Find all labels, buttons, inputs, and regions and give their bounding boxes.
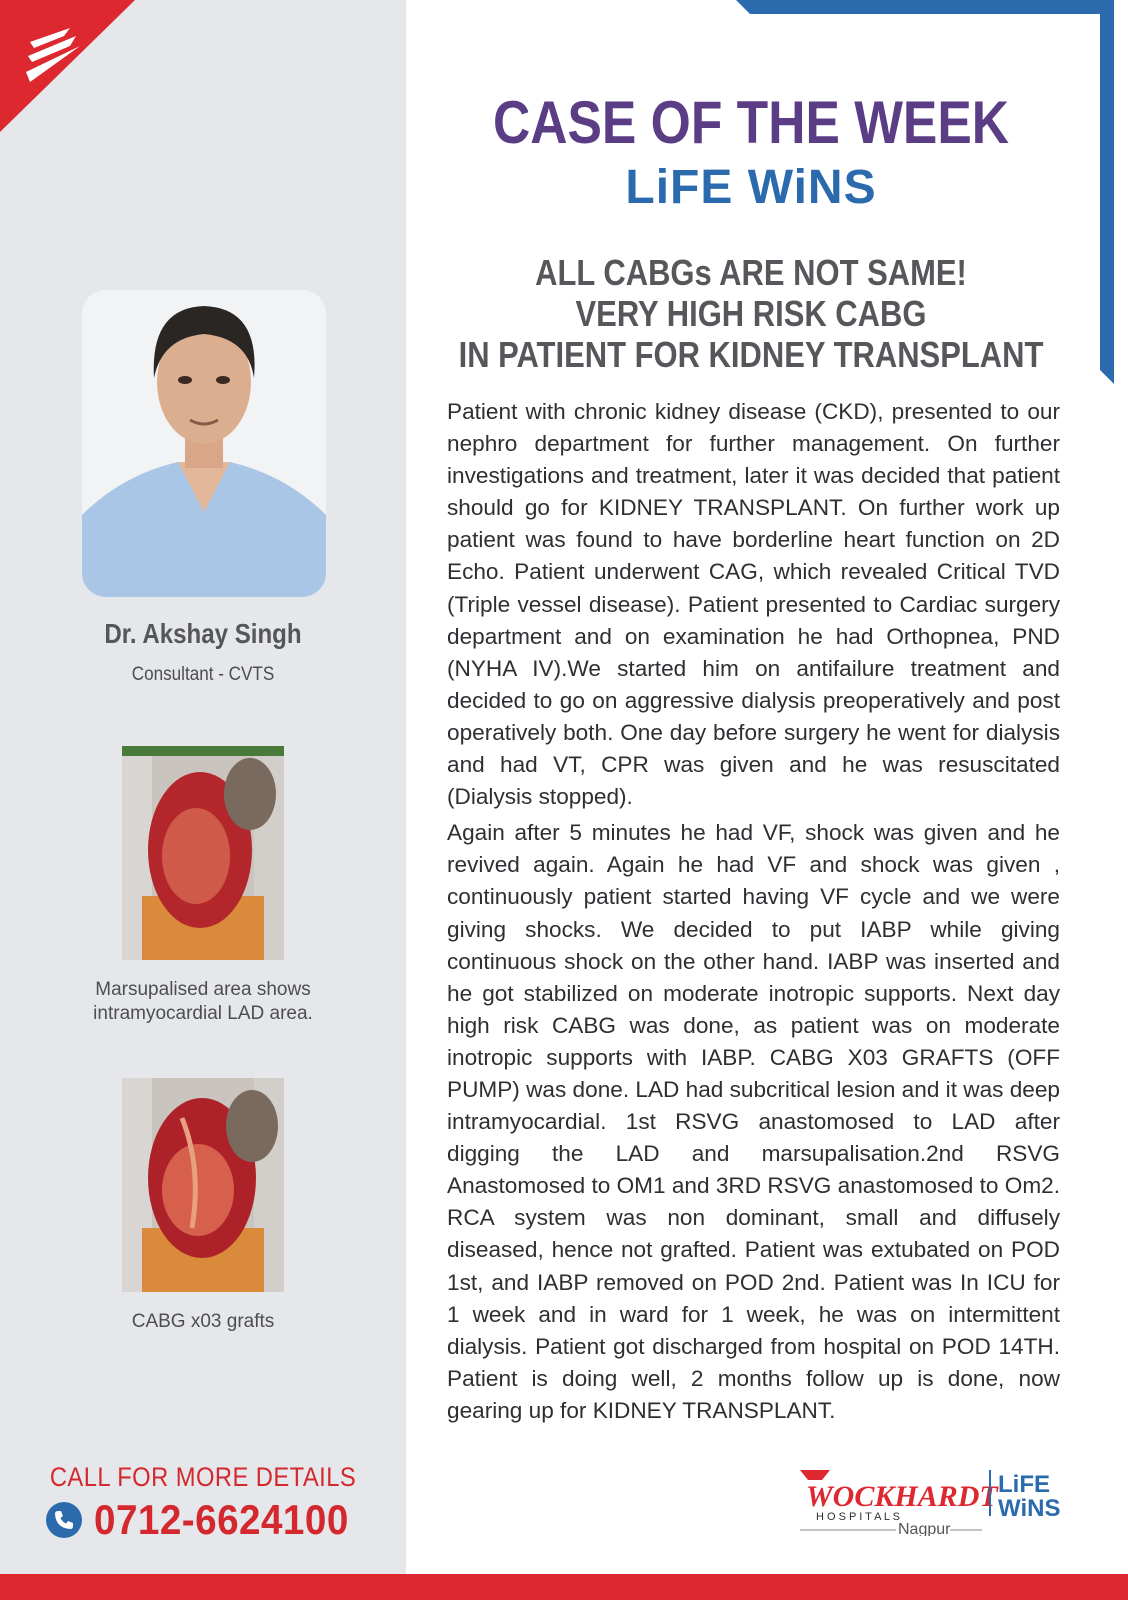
caption-marsupalised: Marsupalised area shows intramyocardial LAD area.	[93, 979, 313, 1024]
hospital-name: WOCKHARDT	[806, 1480, 998, 1513]
footer-brand-line1: LiFE	[998, 1471, 1050, 1498]
doctor-name: Dr. Akshay Singh	[104, 618, 302, 649]
phone-icon	[46, 1502, 82, 1538]
caption-grafts: CABG x03 grafts	[131, 1311, 275, 1332]
phone-number[interactable]: 0712-6624100	[94, 1496, 349, 1543]
case-paragraph: Patient with chronic kidney disease (CKD), presented to our nephro department for further management. On further investigations and treatment, later it was decided that patient should go for KIDNEY TRANSPLANT. On further work up patient was found to have borderline heart function on 2D Echo. Patient underwent CAG, which revealed Critical TVD (Triple vessel disease). Patient presented to Cardiac surgery department and on examination he had Orthopnea, PND (NYHA IV).We started him on antifailure treatment and decided to go on aggressive dialysis preoperatively and post operatively both. One day before surgery he went for dialysis and had VT, CPR was given and he was resuscitated (Dialysis stopped).	[447, 399, 1060, 810]
hospital-city: Nagpur	[898, 1521, 951, 1536]
call-label: CALL FOR MORE DETAILS	[49, 1462, 357, 1492]
page-title: CASE OF THE WEEK	[492, 89, 1010, 156]
case-headline: ALL CABGs ARE NOT SAME! VERY HIGH RISK CABG IN PATIENT FOR KIDNEY TRANSPLANT	[458, 252, 1044, 375]
doctor-photo	[82, 290, 326, 597]
surgery-image-grafts	[122, 1078, 284, 1292]
wockhardt-mark-icon	[800, 1470, 830, 1480]
case-paragraph: Again after 5 minutes he had VF, shock was given and he revived again. Again he had VF and shock was given , continuously patient started having VF cycle and we were giving shocks. We decided to put IABP while giving continuous shock on the other hand. IABP was inserted and he got stabilized on moderate inotropic supports. Next day high risk CABG was done, as patient was on moderate inotropic supports with IABP. CABG X03 GRAFTS (OFF PUMP) was done. LAD had subcritical lesion and it was deep intramyocardial. 1st RSVG anastomosed to LAD after digging the LAD and marsupalisation.2nd RSVG Anastomosed to OM1 and 3RD RSVG anastomosed to Om2. RCA system was non dominant, small and diffusely diseased, hence not grafted. Patient was extubated on POD 1st, and IABP removed on POD 2nd. Patient was In ICU for 1 week and in ward for 1 week, he was on intermittent dialysis. Patient got discharged from hospital on POD 14TH. Patient is doing well, 2 months follow up is done, now gearing up for KIDNEY TRANSPLANT.	[447, 820, 1060, 1423]
bottom-bar	[0, 1574, 1128, 1600]
case-body	[447, 396, 1060, 1431]
footer-brand-line2: WiNS	[998, 1495, 1061, 1522]
brand-lifewins: LiFE WiNS	[625, 161, 877, 214]
footer-logo	[800, 1466, 1098, 1536]
hospital-sub: H O S P I T A L S	[816, 1511, 900, 1523]
phone-row[interactable]	[46, 1497, 371, 1543]
doctor-title: Consultant - CVTS	[131, 664, 275, 685]
corner-logo-icon	[0, 0, 135, 132]
surgery-image-marsupalised	[122, 746, 284, 960]
